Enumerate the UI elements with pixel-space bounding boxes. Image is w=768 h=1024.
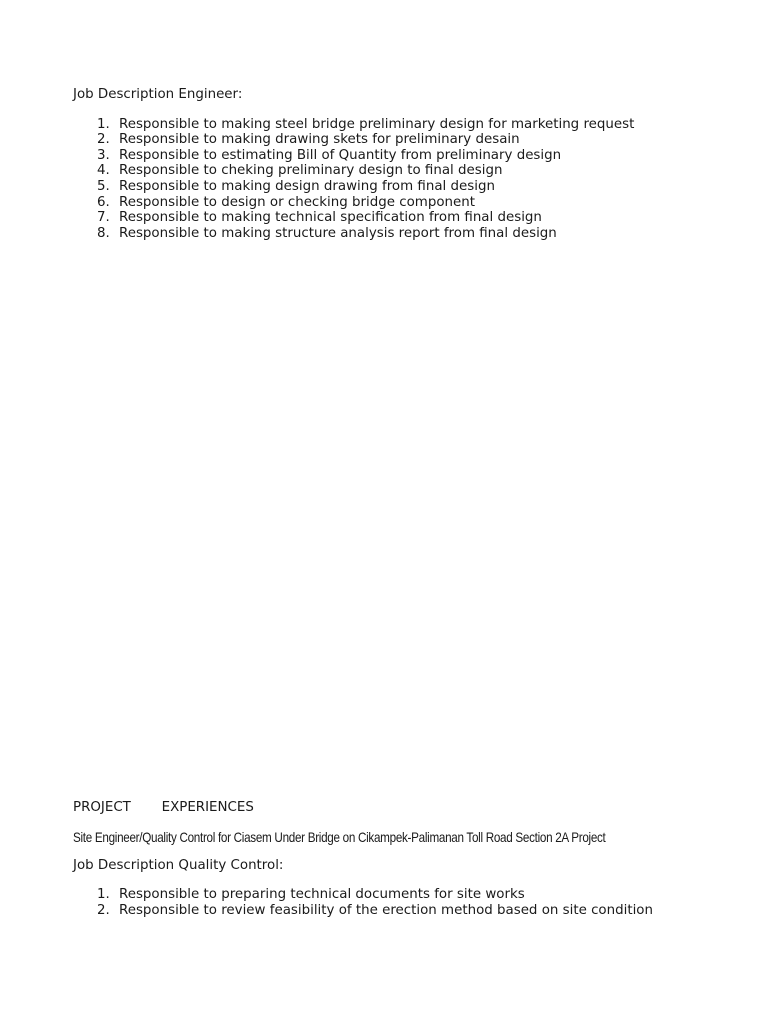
list-number: 4. bbox=[97, 163, 110, 179]
list-number: 8. bbox=[97, 225, 110, 241]
quality-control-heading: Job Description Quality Control: bbox=[73, 857, 284, 873]
list-item bbox=[73, 226, 728, 242]
project-experiences-heading: PROJECT EXPERIENCES bbox=[73, 800, 254, 815]
list-item bbox=[73, 210, 728, 226]
list-number: 1. bbox=[97, 116, 110, 132]
list-text: Responsible to making drawing skets for preliminary desain bbox=[119, 132, 520, 148]
list-text: Responsible to making steel bridge preliminary design for marketing request bbox=[119, 116, 635, 132]
list-text: Responsible to review feasibility of the erection method based on site condition bbox=[119, 902, 653, 918]
list-item bbox=[73, 195, 728, 211]
list-text: Responsible to making technical specification from final design bbox=[119, 210, 542, 226]
engineer-duties-list bbox=[73, 117, 728, 242]
engineer-heading: Job Description Engineer: bbox=[73, 87, 243, 102]
project-title: Site Engineer/Quality Control for Ciasem Under Bridge on Cikampek-Palimanan Toll Road Section 2A Project bbox=[73, 829, 606, 845]
quality-control-duties-list bbox=[73, 887, 728, 918]
list-number: 3. bbox=[97, 147, 110, 163]
list-item bbox=[73, 163, 728, 179]
list-text: Responsible to making design drawing from final design bbox=[119, 178, 495, 194]
list-number: 5. bbox=[97, 178, 110, 194]
project-experiences bbox=[73, 800, 728, 918]
list-number: 2. bbox=[97, 132, 110, 148]
list-item bbox=[73, 887, 728, 903]
list-number: 7. bbox=[97, 210, 110, 226]
list-item bbox=[73, 903, 728, 919]
list-item bbox=[73, 179, 728, 195]
list-text: Responsible to design or checking bridge component bbox=[119, 194, 475, 210]
engineer-job-description bbox=[73, 87, 728, 241]
list-text: Responsible to estimating Bill of Quantity from preliminary design bbox=[119, 147, 562, 163]
list-number: 2. bbox=[97, 902, 110, 918]
list-item bbox=[73, 117, 728, 133]
list-text: Responsible to preparing technical documents for site works bbox=[119, 887, 525, 903]
list-text: Responsible to making structure analysis report from final design bbox=[119, 225, 557, 241]
list-item bbox=[73, 132, 728, 148]
list-text: Responsible to cheking preliminary design to final design bbox=[119, 163, 503, 179]
list-number: 6. bbox=[97, 194, 110, 210]
list-number: 1. bbox=[97, 887, 110, 903]
list-item bbox=[73, 148, 728, 164]
